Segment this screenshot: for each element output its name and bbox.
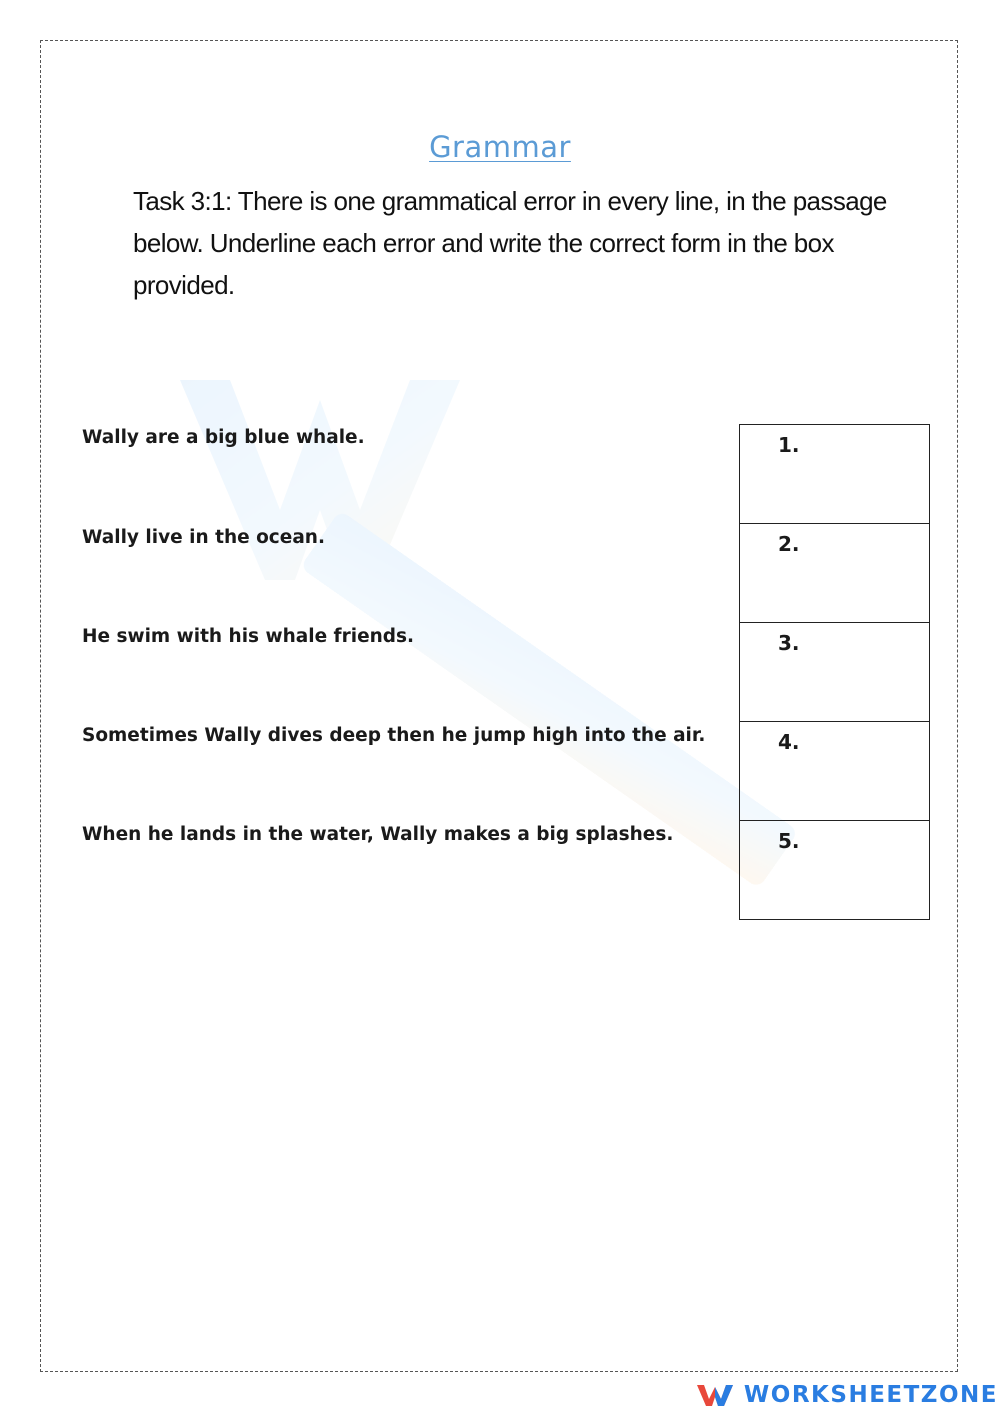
sentence-5: When he lands in the water, Wally makes a big splashes.	[82, 824, 674, 845]
answer-box-3[interactable]	[739, 623, 930, 722]
worksheetzone-w-logo-icon	[696, 1382, 734, 1408]
answer-number-2: 2.	[778, 532, 800, 556]
answer-number-3: 3.	[778, 631, 800, 655]
task-instructions: Task 3:1: There is one grammatical error in every line, in the passage below. Underline each error and write the correct form in the box provided.	[133, 186, 887, 300]
sentence-2: Wally live in the ocean.	[82, 527, 326, 548]
answer-boxes	[739, 424, 930, 920]
brand-footer	[696, 1378, 998, 1412]
answer-box-5[interactable]	[739, 821, 930, 920]
page-title: Grammar	[429, 130, 571, 164]
answer-box-1[interactable]	[739, 424, 930, 524]
answer-number-5: 5.	[778, 829, 800, 853]
answer-box-2[interactable]	[739, 524, 930, 623]
answer-number-1: 1.	[778, 433, 800, 457]
sentence-3: He swim with his whale friends.	[82, 626, 415, 647]
brand-name: WORKSHEETZONE	[743, 1382, 998, 1408]
answer-box-4[interactable]	[739, 722, 930, 821]
answer-number-4: 4.	[778, 730, 800, 754]
sentence-1: Wally are a big blue whale.	[82, 427, 365, 448]
sentence-4: Sometimes Wally dives deep then he jump high into the air.	[82, 725, 706, 746]
